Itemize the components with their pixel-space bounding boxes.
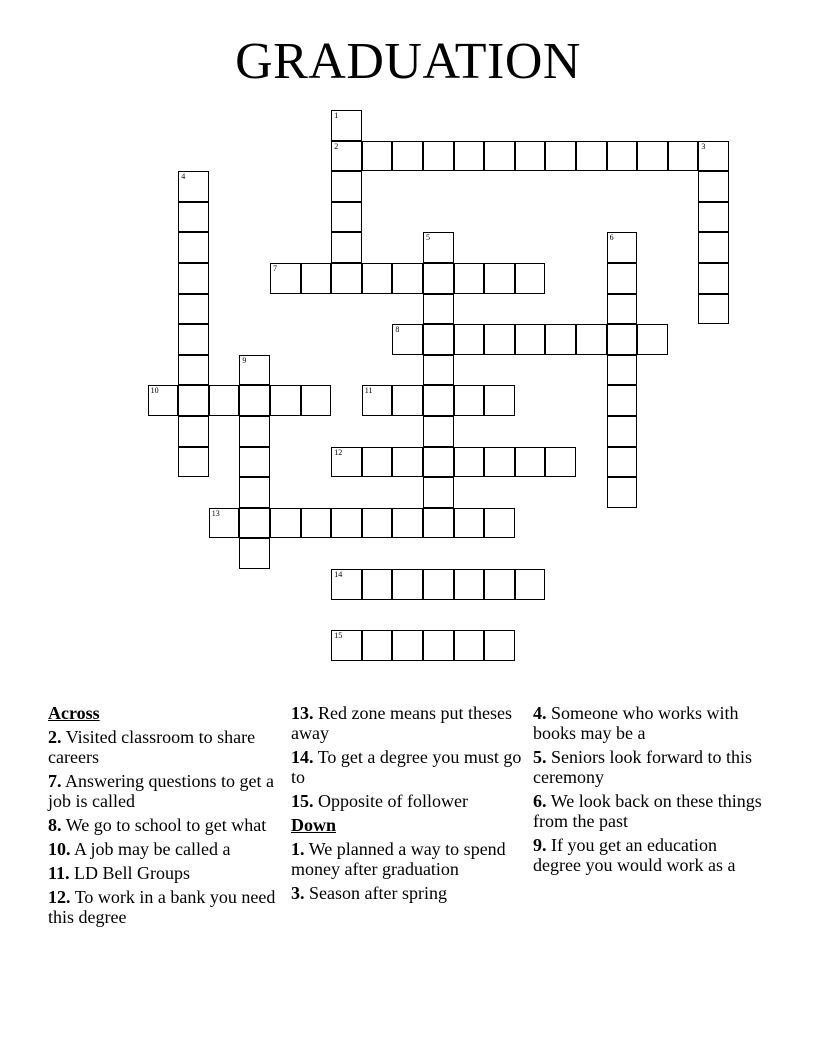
clue-number: 5 xyxy=(426,233,430,243)
grid-cell[interactable] xyxy=(454,263,485,294)
page-title: GRADUATION xyxy=(235,33,581,90)
grid-cell[interactable] xyxy=(454,569,485,600)
grid-cell[interactable] xyxy=(698,294,729,325)
grid-cell[interactable] xyxy=(484,324,515,355)
grid-cell[interactable] xyxy=(515,569,546,600)
grid-cell[interactable] xyxy=(454,385,485,416)
across-header: Across xyxy=(48,703,100,723)
clue-across-11: 11. LD Bell Groups xyxy=(48,863,191,883)
clue-number: 3 xyxy=(701,141,706,151)
grid-cell[interactable] xyxy=(239,538,270,569)
grid-cell[interactable] xyxy=(607,385,638,416)
clue-down-3: 3. Season after spring xyxy=(291,883,447,903)
clue-column-2 xyxy=(291,703,527,907)
grid-cell[interactable] xyxy=(270,263,301,294)
grid-cell[interactable] xyxy=(423,294,454,325)
clue-number: 1 xyxy=(334,111,339,120)
grid-cell[interactable] xyxy=(484,447,515,478)
grid-cell[interactable] xyxy=(392,141,423,172)
grid-cell[interactable] xyxy=(698,141,729,172)
grid-cell[interactable] xyxy=(331,630,362,661)
grid-cell[interactable] xyxy=(362,508,393,539)
clue-across-2: 2. Visited classroom to share careers xyxy=(48,727,256,767)
grid-cell[interactable] xyxy=(423,232,454,263)
grid-cell[interactable] xyxy=(545,141,576,172)
grid-cell[interactable] xyxy=(698,263,729,294)
grid-cell[interactable] xyxy=(423,477,454,508)
clue-across-15: 15. Opposite of follower xyxy=(291,791,468,811)
clue-number: 4 xyxy=(181,172,186,182)
grid-cell[interactable] xyxy=(698,171,729,202)
grid-cell[interactable] xyxy=(423,569,454,600)
grid-cell[interactable] xyxy=(392,630,423,661)
grid-cell[interactable] xyxy=(423,508,454,539)
grid-cell[interactable] xyxy=(607,232,638,263)
grid-cell[interactable] xyxy=(515,447,546,478)
grid-cell[interactable] xyxy=(178,171,209,202)
clue-number: 7 xyxy=(273,264,277,273)
grid-cell[interactable] xyxy=(423,416,454,447)
grid-cell[interactable] xyxy=(423,324,454,355)
grid-cell[interactable] xyxy=(484,508,515,539)
grid-cell[interactable] xyxy=(576,141,607,172)
grid-cell[interactable] xyxy=(239,447,270,478)
grid-cell[interactable] xyxy=(637,141,668,172)
grid-cell[interactable] xyxy=(607,355,638,386)
clue-column-1 xyxy=(48,703,284,931)
grid-cell[interactable] xyxy=(331,263,362,294)
grid-cell[interactable] xyxy=(301,263,332,294)
grid-cell[interactable] xyxy=(178,263,209,294)
grid-cell[interactable] xyxy=(331,202,362,233)
grid-cell[interactable] xyxy=(423,355,454,386)
clue-across-8: 8. We go to school to get what xyxy=(48,815,267,835)
grid-cell[interactable] xyxy=(484,263,515,294)
grid-cell[interactable] xyxy=(362,447,393,478)
grid-cell[interactable] xyxy=(178,416,209,447)
clue-down-6: 6. We look back on these things from the past xyxy=(533,791,762,831)
clue-number: 8 xyxy=(395,325,400,335)
grid-cell[interactable] xyxy=(331,447,362,478)
grid-cell[interactable] xyxy=(270,508,301,539)
grid-cell[interactable] xyxy=(239,355,270,386)
grid-cell[interactable] xyxy=(515,263,546,294)
grid-cell[interactable] xyxy=(392,385,423,416)
grid-cell[interactable] xyxy=(423,263,454,294)
grid-cell[interactable] xyxy=(209,385,240,416)
grid-cell[interactable] xyxy=(301,385,332,416)
clue-across-12: 12. To work in a bank you need this degree xyxy=(48,887,276,927)
grid-cell[interactable] xyxy=(331,171,362,202)
grid-cell[interactable] xyxy=(607,416,638,447)
grid-cell[interactable] xyxy=(239,385,270,416)
grid-cell[interactable] xyxy=(698,232,729,263)
clue-column-3 xyxy=(533,703,769,879)
clue-across-10: 10. A job may be called a xyxy=(48,839,231,859)
grid-cell[interactable] xyxy=(392,508,423,539)
grid-cell[interactable] xyxy=(178,447,209,478)
grid-cell[interactable] xyxy=(454,447,485,478)
grid-cell[interactable] xyxy=(392,263,423,294)
grid-cell[interactable] xyxy=(484,630,515,661)
grid-cell[interactable] xyxy=(331,110,362,141)
grid-cell[interactable] xyxy=(178,202,209,233)
grid-cell[interactable] xyxy=(423,141,454,172)
grid-cell[interactable] xyxy=(239,477,270,508)
grid-cell[interactable] xyxy=(362,385,393,416)
grid-cell[interactable] xyxy=(148,385,179,416)
grid-cell[interactable] xyxy=(484,141,515,172)
clue-down-4: 4. Someone who works with books may be a xyxy=(533,703,739,743)
grid-cell[interactable] xyxy=(392,447,423,478)
clue-number: 14 xyxy=(334,570,343,579)
grid-cell[interactable] xyxy=(423,385,454,416)
clue-across-14: 14. To get a degree you must go to xyxy=(291,747,522,787)
grid-cell[interactable] xyxy=(270,385,301,416)
grid-cell[interactable] xyxy=(239,508,270,539)
down-header: Down xyxy=(291,815,337,835)
grid-cell[interactable] xyxy=(423,447,454,478)
clue-number: 10 xyxy=(150,386,159,396)
grid-cell[interactable] xyxy=(362,630,393,661)
grid-cell[interactable] xyxy=(668,141,699,172)
grid-cell[interactable] xyxy=(545,447,576,478)
grid-cell[interactable] xyxy=(178,294,209,325)
grid-cell[interactable] xyxy=(209,508,240,539)
grid-cell[interactable] xyxy=(607,324,638,355)
clue-down-5: 5. Seniors look forward to this ceremony xyxy=(533,747,752,787)
grid-cell[interactable] xyxy=(392,324,423,355)
grid-cell[interactable] xyxy=(178,355,209,386)
grid-cell[interactable] xyxy=(607,447,638,478)
grid-cell[interactable] xyxy=(178,232,209,263)
clue-number: 15 xyxy=(334,631,343,641)
grid-cell[interactable] xyxy=(331,141,362,172)
clue-down-1: 1. We planned a way to spend money after graduation xyxy=(291,839,506,879)
grid-cell[interactable] xyxy=(331,232,362,263)
grid-cell[interactable] xyxy=(178,385,209,416)
grid-cell[interactable] xyxy=(454,324,485,355)
grid-cell[interactable] xyxy=(239,416,270,447)
grid-cell[interactable] xyxy=(423,630,454,661)
grid-cell[interactable] xyxy=(454,141,485,172)
grid-cell[interactable] xyxy=(607,141,638,172)
grid-cell[interactable] xyxy=(484,569,515,600)
clue-across-7: 7. Answering questions to get a job is called xyxy=(48,771,274,811)
clue-number: 13 xyxy=(211,508,220,518)
clue-number: 6 xyxy=(609,233,614,243)
grid-cell[interactable] xyxy=(607,294,638,325)
grid-cell[interactable] xyxy=(362,141,393,172)
grid-cell[interactable] xyxy=(576,324,607,355)
grid-cell[interactable] xyxy=(362,263,393,294)
grid-cell[interactable] xyxy=(301,508,332,539)
grid-cell[interactable] xyxy=(484,385,515,416)
clue-number: 9 xyxy=(242,355,247,365)
grid-cell[interactable] xyxy=(454,508,485,539)
grid-cell[interactable] xyxy=(362,569,393,600)
grid-cell[interactable] xyxy=(331,569,362,600)
grid-cell[interactable] xyxy=(178,324,209,355)
grid-cell[interactable] xyxy=(637,324,668,355)
clue-number: 12 xyxy=(334,447,343,457)
clue-down-9: 9. If you get an education degree you would work as a xyxy=(533,835,736,875)
grid-cell[interactable] xyxy=(607,263,638,294)
grid-cell[interactable] xyxy=(698,202,729,233)
grid-cell[interactable] xyxy=(607,477,638,508)
grid-cell[interactable] xyxy=(331,508,362,539)
clue-number: 2 xyxy=(334,141,339,151)
grid-cell[interactable] xyxy=(515,141,546,172)
grid-cell[interactable] xyxy=(454,630,485,661)
clue-number: 11 xyxy=(364,386,373,396)
grid-cell[interactable] xyxy=(392,569,423,600)
grid-cell[interactable] xyxy=(545,324,576,355)
clue-across-13: 13. Red zone means put theses away xyxy=(291,703,512,743)
grid-cell[interactable] xyxy=(515,324,546,355)
